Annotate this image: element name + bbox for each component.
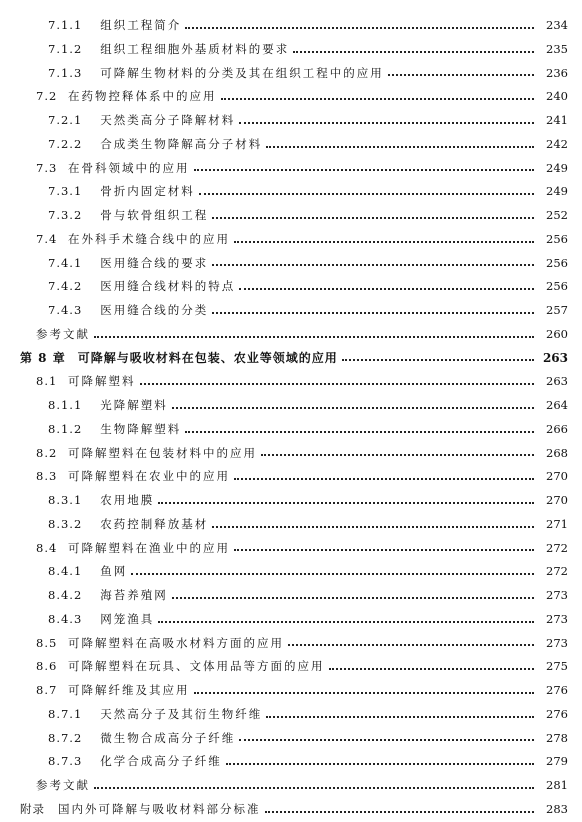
toc-entry-page: 275: [546, 659, 568, 674]
toc-entry[interactable]: [0, 608, 582, 632]
toc-entry-number: 8.4: [36, 540, 58, 555]
toc-entry-number: 8.7.1: [48, 706, 83, 721]
toc-entry-page: 241: [546, 113, 568, 128]
toc-dot-leader: [185, 27, 534, 29]
toc-entry-page: 272: [546, 564, 568, 579]
toc-entry[interactable]: [0, 489, 582, 513]
toc-entry-title: 参考文献: [36, 778, 90, 793]
toc-entry-page: 260: [546, 326, 568, 341]
toc-entry[interactable]: [0, 299, 582, 323]
toc-entry[interactable]: [0, 774, 582, 798]
toc-entry-page: 283: [546, 801, 568, 816]
toc-entry[interactable]: [0, 109, 582, 133]
toc-entry-page: 252: [546, 208, 568, 223]
toc-entry-page: 263: [542, 351, 568, 366]
toc-entry-title: 可降解塑料在玩具、文体用品等方面的应用: [68, 659, 325, 674]
toc-entry-page: 273: [546, 588, 568, 603]
toc-entry-page: 271: [546, 516, 568, 531]
toc-entry[interactable]: [0, 750, 582, 774]
toc-entry-number: 7.1.1: [48, 18, 83, 33]
toc-dot-leader: [266, 146, 534, 148]
toc-dot-leader: [234, 478, 534, 480]
toc-entry-title: 光降解塑料: [100, 398, 168, 413]
toc-dot-leader: [131, 573, 534, 575]
toc-dot-leader: [212, 217, 534, 219]
toc-entry-number: 7.3: [36, 160, 58, 175]
toc-entry-title: 在外科手术缝合线中的应用: [68, 231, 230, 246]
toc-entry-title: 可降解塑料: [68, 374, 136, 389]
toc-entry-title: 可降解塑料在包装材料中的应用: [68, 445, 257, 460]
toc-entry-title: 化学合成高分子纤维: [100, 754, 222, 769]
toc-entry-title: 生物降解塑料: [100, 421, 182, 436]
toc-dot-leader: [388, 74, 534, 76]
toc-dot-leader: [94, 787, 534, 789]
toc-entry-number: 7.4.3: [48, 303, 83, 318]
toc-dot-leader: [239, 288, 534, 290]
toc-entry-title: 参考文献: [36, 326, 90, 341]
toc-dot-leader: [194, 692, 535, 694]
toc-entry[interactable]: [0, 133, 582, 157]
toc-entry[interactable]: [0, 180, 582, 204]
toc-entry-title: 组织工程细胞外基质材料的要求: [100, 41, 290, 56]
toc-dot-leader: [293, 51, 534, 53]
toc-entry-number: 8.3.1: [48, 493, 83, 508]
toc-entry-number: 8.3.2: [48, 516, 83, 531]
toc-entry-number: 8.5: [36, 635, 58, 650]
toc-entry[interactable]: [0, 347, 582, 371]
toc-entry-number: 附录: [20, 801, 45, 816]
toc-entry[interactable]: [0, 798, 582, 822]
toc-dot-leader: [234, 549, 534, 551]
toc-entry-page: 236: [546, 65, 568, 80]
toc-entry-title: 可降解与吸收材料在包装、农业等领域的应用: [77, 351, 338, 366]
toc-entry-page: 256: [546, 279, 568, 294]
toc-entry-number: 7.3.1: [48, 184, 83, 199]
toc-entry-number: 8.7.2: [48, 730, 83, 745]
toc-entry-page: 276: [546, 706, 568, 721]
toc-entry[interactable]: [0, 85, 582, 109]
toc-entry-number: 8.4.2: [48, 588, 83, 603]
toc-entry-number: 7.1.2: [48, 41, 83, 56]
toc-entry-title: 农药控制释放基材: [100, 516, 209, 531]
toc-entry-title: 天然高分子及其衍生物纤维: [100, 706, 263, 721]
toc-dot-leader: [239, 122, 534, 124]
toc-entry-number: 8.1.2: [48, 421, 83, 436]
toc-entry[interactable]: [0, 394, 582, 418]
toc-entry-number: 7.2.1: [48, 113, 83, 128]
toc-dot-leader: [329, 668, 535, 670]
toc-entry-page: 270: [546, 469, 568, 484]
toc-entry-title: 可降解塑料在农业中的应用: [68, 469, 230, 484]
toc-entry-number: 8.2: [36, 445, 58, 460]
toc-entry-title: 可降解纤维及其应用: [68, 683, 190, 698]
toc-entry[interactable]: [0, 228, 582, 252]
toc-entry-page: 264: [546, 398, 568, 413]
toc-entry-page: 240: [546, 89, 568, 104]
toc-entry-page: 272: [546, 540, 568, 555]
toc-entry[interactable]: [0, 513, 582, 537]
toc-entry-title: 国内外可降解与吸收材料部分标准: [58, 801, 261, 816]
toc-entry[interactable]: [0, 323, 582, 347]
toc-entry-title: 在药物控释体系中的应用: [68, 89, 217, 104]
toc-entry-title: 在骨科领域中的应用: [68, 160, 190, 175]
toc-entry-title: 组织工程简介: [100, 18, 182, 33]
toc-entry-title: 鱼网: [100, 564, 128, 579]
toc-dot-leader: [158, 502, 534, 504]
toc-entry-number: 8.6: [36, 659, 58, 674]
toc-entry-number: 8.1.1: [48, 398, 83, 413]
toc-entry-page: 268: [546, 445, 568, 460]
toc-dot-leader: [212, 526, 534, 528]
toc-entry[interactable]: [0, 537, 582, 561]
toc-entry-page: 279: [546, 754, 568, 769]
toc-entry-page: 234: [546, 18, 568, 33]
toc-entry[interactable]: [0, 442, 582, 466]
toc-entry[interactable]: [0, 632, 582, 656]
toc-dot-leader: [342, 359, 534, 361]
toc-entry[interactable]: [0, 275, 582, 299]
toc-entry[interactable]: [0, 14, 582, 38]
toc-entry-page: 263: [546, 374, 568, 389]
toc-dot-leader: [288, 644, 534, 646]
toc-entry[interactable]: [0, 560, 582, 584]
toc-dot-leader: [265, 811, 535, 813]
toc-entry[interactable]: [0, 703, 582, 727]
toc-entry-title: 农用地膜: [100, 493, 155, 508]
toc-entry-page: 273: [546, 611, 568, 626]
toc-entry[interactable]: [0, 252, 582, 276]
toc-entry-title: 医用缝合线的要求: [100, 255, 209, 270]
toc-dot-leader: [140, 383, 535, 385]
toc-entry-number: 8.3: [36, 469, 58, 484]
toc-dot-leader: [212, 312, 534, 314]
toc-entry[interactable]: [0, 727, 582, 751]
toc-entry[interactable]: [0, 204, 582, 228]
toc-entry[interactable]: [0, 584, 582, 608]
toc-entry-number: 7.2.2: [48, 136, 83, 151]
toc-entry-page: 256: [546, 231, 568, 246]
toc-entry-title: 海苔养殖网: [100, 588, 168, 603]
toc-entry-page: 257: [546, 303, 568, 318]
toc-entry-number: 7.1.3: [48, 65, 83, 80]
toc-entry-page: 276: [546, 683, 568, 698]
toc-entry-page: 278: [546, 730, 568, 745]
toc-dot-leader: [199, 193, 534, 195]
toc-entry-page: 235: [546, 41, 568, 56]
toc-entry-title: 医用缝合线材料的特点: [100, 279, 236, 294]
toc-entry-number: 8.4.1: [48, 564, 83, 579]
toc-entry-number: 8.7: [36, 683, 58, 698]
toc-entry-page: 249: [546, 184, 568, 199]
toc-dot-leader: [194, 169, 535, 171]
toc-entry-page: 249: [546, 160, 568, 175]
toc-dot-leader: [185, 431, 534, 433]
toc-entry-page: 242: [546, 136, 568, 151]
toc-dot-leader: [266, 716, 534, 718]
toc-entry-number: 8.7.3: [48, 754, 83, 769]
toc-entry-number: 7.4: [36, 231, 58, 246]
toc-entry-page: 273: [546, 635, 568, 650]
toc-entry-title: 天然类高分子降解材料: [100, 113, 236, 128]
toc-entry-title: 可降解塑料在高吸水材料方面的应用: [68, 635, 284, 650]
toc-entry-number: 7.2: [36, 89, 58, 104]
toc-entry[interactable]: [0, 679, 582, 703]
toc-entry-page: 281: [546, 778, 568, 793]
toc-entry[interactable]: [0, 370, 582, 394]
toc-entry-title: 骨与软骨组织工程: [100, 208, 209, 223]
toc-entry[interactable]: [0, 655, 582, 679]
toc-entry-title: 医用缝合线的分类: [100, 303, 209, 318]
table-of-contents: [0, 14, 582, 822]
toc-entry-page: 256: [546, 255, 568, 270]
toc-dot-leader: [172, 597, 534, 599]
toc-dot-leader: [234, 241, 534, 243]
toc-entry-number: 7.4.2: [48, 279, 83, 294]
toc-dot-leader: [172, 407, 534, 409]
toc-entry-title: 可降解生物材料的分类及其在组织工程中的应用: [100, 65, 384, 80]
toc-entry-title: 可降解塑料在渔业中的应用: [68, 540, 230, 555]
toc-entry-title: 合成类生物降解高分子材料: [100, 136, 263, 151]
toc-dot-leader: [261, 454, 534, 456]
toc-dot-leader: [239, 739, 534, 741]
toc-entry-page: 266: [546, 421, 568, 436]
toc-entry-number: 第 8 章: [20, 351, 66, 366]
toc-entry[interactable]: [0, 418, 582, 442]
toc-entry-title: 网笼渔具: [100, 611, 155, 626]
toc-entry[interactable]: [0, 62, 582, 86]
toc-dot-leader: [221, 98, 535, 100]
toc-entry-number: 7.3.2: [48, 208, 83, 223]
toc-dot-leader: [212, 264, 534, 266]
toc-dot-leader: [226, 763, 534, 765]
toc-dot-leader: [158, 621, 534, 623]
toc-entry[interactable]: [0, 465, 582, 489]
toc-entry-number: 8.4.3: [48, 611, 83, 626]
toc-entry[interactable]: [0, 157, 582, 181]
toc-entry-title: 微生物合成高分子纤维: [100, 730, 236, 745]
toc-entry-title: 骨折内固定材料: [100, 184, 195, 199]
toc-entry-page: 270: [546, 493, 568, 508]
toc-entry-number: 7.4.1: [48, 255, 83, 270]
toc-entry[interactable]: [0, 38, 582, 62]
toc-dot-leader: [94, 336, 534, 338]
toc-entry-number: 8.1: [36, 374, 58, 389]
